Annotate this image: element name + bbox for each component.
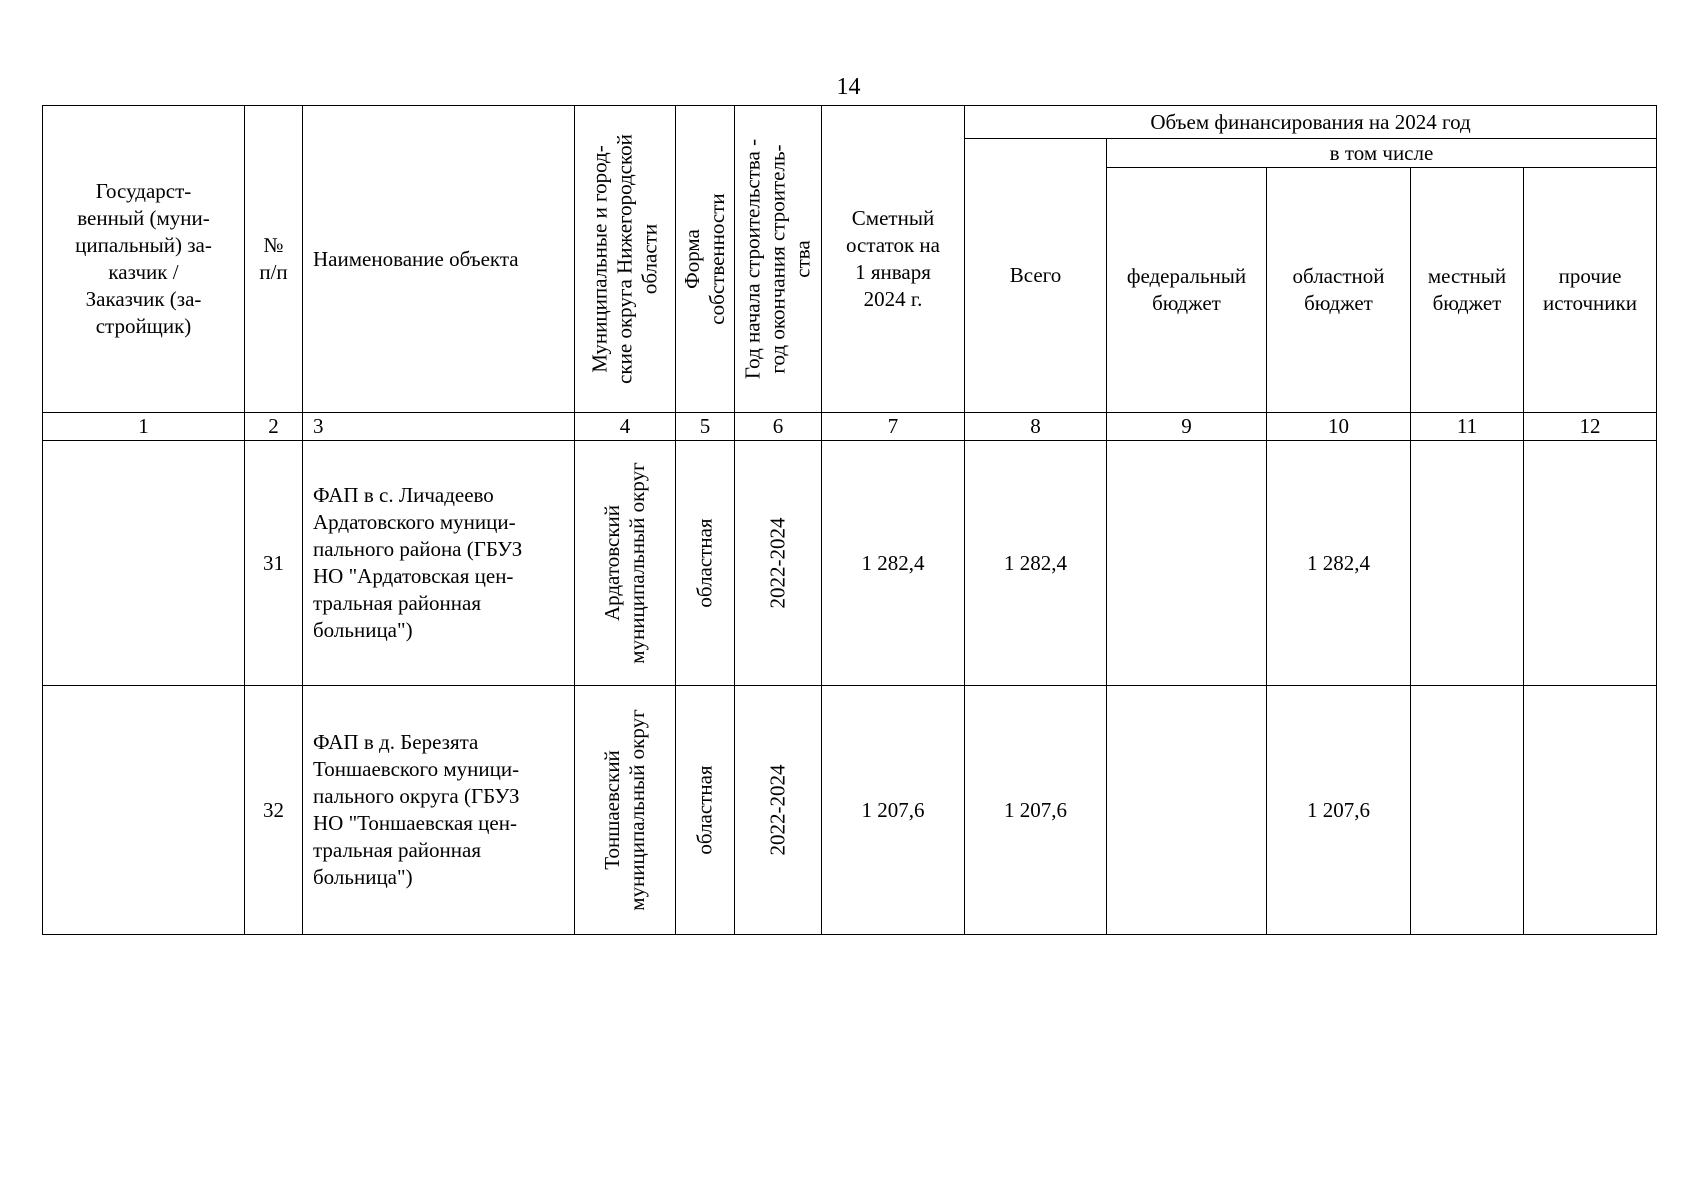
cell-ownership: областная (676, 441, 735, 686)
column-index: 8 (965, 413, 1107, 441)
header-estimate: Сметный остаток на 1 января 2024 г. (822, 106, 965, 413)
cell-total: 1 207,6 (965, 686, 1107, 935)
table-row (43, 441, 1657, 686)
header-including: в том числе (1107, 139, 1657, 168)
header-total: Всего (965, 139, 1107, 413)
header-object-name: Наименование объекта (303, 106, 575, 413)
column-index: 7 (822, 413, 965, 441)
header-funding-group: Объем финансирования на 2024 год (965, 106, 1657, 139)
column-index: 10 (1267, 413, 1411, 441)
cell-local (1411, 441, 1524, 686)
cell-regional: 1 207,6 (1267, 686, 1411, 935)
cell-municipality: Тоншаевский муниципальный округ (575, 686, 676, 935)
cell-estimate: 1 207,6 (822, 686, 965, 935)
cell-estimate: 1 282,4 (822, 441, 965, 686)
header-row-1 (43, 106, 1657, 139)
cell-years: 2022-2024 (735, 441, 822, 686)
header-regional: областной бюджет (1267, 168, 1411, 413)
column-index: 5 (676, 413, 735, 441)
column-index: 6 (735, 413, 822, 441)
cell-years: 2022-2024 (735, 686, 822, 935)
cell-regional: 1 282,4 (1267, 441, 1411, 686)
cell-customer (43, 441, 245, 686)
cell-object-name: ФАП в д. Березята Тоншаевского муници- пального округа (ГБУЗ НО "Тоншаевская цен- тральная районная больница") (303, 686, 575, 935)
page-number: 14 (836, 74, 861, 100)
header-municipality: Муниципальные и город- ские округа Нижегородской области (575, 106, 676, 413)
header-ownership: Форма собственности (676, 106, 735, 413)
header-local: местный бюджет (1411, 168, 1524, 413)
column-index: 9 (1107, 413, 1267, 441)
header-customer: Государст- венный (муни- ципальный) за- казчик / Заказчик (за- стройщик) (43, 106, 245, 413)
header-federal: федеральный бюджет (1107, 168, 1267, 413)
column-index-row (43, 413, 1657, 441)
cell-other (1524, 686, 1657, 935)
column-index: 1 (43, 413, 245, 441)
financing-table (42, 105, 1657, 935)
header-other: прочие источники (1524, 168, 1657, 413)
column-index: 11 (1411, 413, 1524, 441)
cell-customer (43, 686, 245, 935)
column-index: 4 (575, 413, 676, 441)
cell-num: 31 (245, 441, 303, 686)
cell-other (1524, 441, 1657, 686)
cell-num: 32 (245, 686, 303, 935)
column-index: 12 (1524, 413, 1657, 441)
table-row (43, 686, 1657, 935)
header-num: № п/п (245, 106, 303, 413)
cell-total: 1 282,4 (965, 441, 1107, 686)
cell-local (1411, 686, 1524, 935)
column-index: 2 (245, 413, 303, 441)
column-index: 3 (303, 413, 575, 441)
cell-object-name: ФАП в с. Личадеево Ардатовского муници- пального района (ГБУЗ НО "Ардатовская цен- тральная районная больница") (303, 441, 575, 686)
cell-federal (1107, 441, 1267, 686)
cell-municipality: Ардатовский муниципальный округ (575, 441, 676, 686)
header-years: Год начала строительства - год окончания строитель- ства (735, 106, 822, 413)
cell-federal (1107, 686, 1267, 935)
cell-ownership: областная (676, 686, 735, 935)
